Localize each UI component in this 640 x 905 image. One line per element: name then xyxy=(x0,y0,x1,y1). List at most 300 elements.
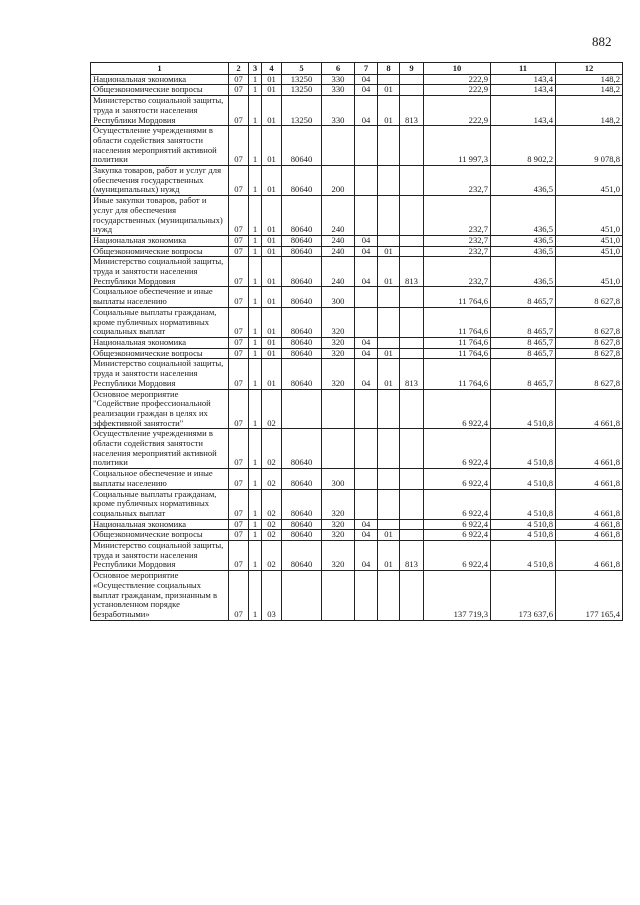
row-code-4: 01 xyxy=(262,359,282,389)
row-code-8 xyxy=(378,389,400,429)
row-code-2: 07 xyxy=(229,541,249,571)
row-amount-10: 232,7 xyxy=(424,246,491,257)
row-amount-10: 6 922,4 xyxy=(424,429,491,469)
row-amount-10: 11 764,6 xyxy=(424,307,491,337)
row-code-4: 01 xyxy=(262,246,282,257)
row-code-8 xyxy=(378,196,400,236)
row-code-4: 01 xyxy=(262,196,282,236)
col-header-12: 12 xyxy=(556,63,623,75)
row-code-7: 04 xyxy=(355,519,378,530)
row-code-6: 330 xyxy=(322,74,355,85)
row-code-7: 04 xyxy=(355,359,378,389)
row-code-5: 80640 xyxy=(282,359,322,389)
row-code-8 xyxy=(378,307,400,337)
row-amount-12: 148,2 xyxy=(556,96,623,126)
row-code-3: 1 xyxy=(249,469,262,489)
row-code-3: 1 xyxy=(249,571,262,621)
row-code-2: 07 xyxy=(229,196,249,236)
table-row xyxy=(91,348,623,359)
row-code-2: 07 xyxy=(229,166,249,196)
row-code-9 xyxy=(400,307,424,337)
row-name: Осуществление учреждениями в области содействия занятости населения мероприятий активной политики xyxy=(91,126,229,166)
row-code-3: 1 xyxy=(249,196,262,236)
row-code-9 xyxy=(400,166,424,196)
row-amount-10: 6 922,4 xyxy=(424,519,491,530)
row-code-6 xyxy=(322,571,355,621)
row-code-6: 320 xyxy=(322,530,355,541)
row-code-4: 01 xyxy=(262,96,282,126)
row-code-8 xyxy=(378,489,400,519)
budget-table xyxy=(90,62,623,621)
col-header-7: 7 xyxy=(355,63,378,75)
row-amount-12: 4 661,8 xyxy=(556,389,623,429)
row-amount-12: 451,0 xyxy=(556,246,623,257)
row-code-8 xyxy=(378,287,400,307)
row-amount-10: 11 997,3 xyxy=(424,126,491,166)
table-row xyxy=(91,96,623,126)
row-code-3: 1 xyxy=(249,429,262,469)
table-row xyxy=(91,126,623,166)
row-name: Общеэкономические вопросы xyxy=(91,85,229,96)
col-header-1: 1 xyxy=(91,63,229,75)
row-amount-11: 436,5 xyxy=(491,257,556,287)
row-amount-10: 222,9 xyxy=(424,96,491,126)
row-code-5: 80640 xyxy=(282,235,322,246)
row-name: Социальное обеспечение и иные выплаты населению xyxy=(91,469,229,489)
row-code-8 xyxy=(378,235,400,246)
row-code-7: 04 xyxy=(355,74,378,85)
row-code-2: 07 xyxy=(229,571,249,621)
row-code-3: 1 xyxy=(249,337,262,348)
row-code-5: 80640 xyxy=(282,246,322,257)
row-code-9 xyxy=(400,348,424,359)
row-code-8 xyxy=(378,519,400,530)
row-code-5 xyxy=(282,571,322,621)
row-amount-11: 4 510,8 xyxy=(491,541,556,571)
row-code-8: 01 xyxy=(378,246,400,257)
table-row xyxy=(91,85,623,96)
row-amount-11: 4 510,8 xyxy=(491,389,556,429)
row-code-8 xyxy=(378,429,400,469)
row-code-8 xyxy=(378,166,400,196)
row-code-4: 01 xyxy=(262,74,282,85)
row-code-8 xyxy=(378,337,400,348)
row-code-9 xyxy=(400,337,424,348)
table-row xyxy=(91,257,623,287)
row-code-6 xyxy=(322,429,355,469)
row-amount-12: 451,0 xyxy=(556,235,623,246)
row-code-2: 07 xyxy=(229,235,249,246)
table-row xyxy=(91,571,623,621)
row-code-7 xyxy=(355,166,378,196)
row-code-2: 07 xyxy=(229,74,249,85)
row-code-9: 813 xyxy=(400,541,424,571)
row-code-6: 320 xyxy=(322,337,355,348)
row-code-6: 320 xyxy=(322,519,355,530)
row-code-7: 04 xyxy=(355,85,378,96)
row-code-5: 80640 xyxy=(282,126,322,166)
row-code-7 xyxy=(355,287,378,307)
row-code-4: 03 xyxy=(262,571,282,621)
row-code-8 xyxy=(378,126,400,166)
row-code-4: 02 xyxy=(262,389,282,429)
row-code-3: 1 xyxy=(249,96,262,126)
row-amount-10: 11 764,6 xyxy=(424,348,491,359)
table-row xyxy=(91,287,623,307)
row-code-2: 07 xyxy=(229,257,249,287)
row-amount-10: 222,9 xyxy=(424,85,491,96)
row-code-3: 1 xyxy=(249,257,262,287)
row-code-9 xyxy=(400,489,424,519)
row-name: Национальная экономика xyxy=(91,235,229,246)
row-amount-12: 4 661,8 xyxy=(556,541,623,571)
page-number: 882 xyxy=(592,34,612,49)
row-code-2: 07 xyxy=(229,96,249,126)
row-code-4: 01 xyxy=(262,287,282,307)
row-code-5: 80640 xyxy=(282,530,322,541)
table-row xyxy=(91,359,623,389)
row-code-4: 01 xyxy=(262,257,282,287)
row-code-5: 80640 xyxy=(282,307,322,337)
row-code-3: 1 xyxy=(249,530,262,541)
row-code-9 xyxy=(400,389,424,429)
row-amount-10: 232,7 xyxy=(424,235,491,246)
row-code-4: 01 xyxy=(262,337,282,348)
row-name: Министерство социальной защиты, труда и занятости населения Республики Мордовия xyxy=(91,96,229,126)
row-amount-10: 232,7 xyxy=(424,166,491,196)
row-amount-12: 4 661,8 xyxy=(556,429,623,469)
row-code-8: 01 xyxy=(378,96,400,126)
col-header-11: 11 xyxy=(491,63,556,75)
row-code-4: 02 xyxy=(262,489,282,519)
row-amount-11: 4 510,8 xyxy=(491,519,556,530)
row-amount-11: 4 510,8 xyxy=(491,489,556,519)
row-name: Министерство социальной защиты, труда и занятости населения Республики Мордовия xyxy=(91,541,229,571)
row-code-6: 320 xyxy=(322,307,355,337)
row-code-3: 1 xyxy=(249,85,262,96)
row-code-5: 13250 xyxy=(282,85,322,96)
row-code-6: 300 xyxy=(322,469,355,489)
row-code-7: 04 xyxy=(355,246,378,257)
row-name: Национальная экономика xyxy=(91,519,229,530)
row-amount-11: 4 510,8 xyxy=(491,530,556,541)
table-row xyxy=(91,246,623,257)
row-code-9 xyxy=(400,235,424,246)
row-name: Осуществление учреждениями в области содействия занятости населения мероприятий активной политики xyxy=(91,429,229,469)
row-code-4: 02 xyxy=(262,530,282,541)
row-amount-12: 8 627,8 xyxy=(556,348,623,359)
row-code-4: 02 xyxy=(262,469,282,489)
row-code-9 xyxy=(400,246,424,257)
col-header-2: 2 xyxy=(229,63,249,75)
row-code-2: 07 xyxy=(229,337,249,348)
row-code-9: 813 xyxy=(400,257,424,287)
table-row xyxy=(91,389,623,429)
row-code-6: 240 xyxy=(322,246,355,257)
row-code-8: 01 xyxy=(378,348,400,359)
table-row xyxy=(91,166,623,196)
col-header-9: 9 xyxy=(400,63,424,75)
table-body xyxy=(91,74,623,620)
row-code-8: 01 xyxy=(378,257,400,287)
row-amount-11: 8 465,7 xyxy=(491,307,556,337)
row-code-6: 330 xyxy=(322,85,355,96)
row-amount-12: 4 661,8 xyxy=(556,489,623,519)
row-code-5: 80640 xyxy=(282,489,322,519)
row-code-8 xyxy=(378,469,400,489)
row-amount-11: 436,5 xyxy=(491,196,556,236)
row-code-3: 1 xyxy=(249,359,262,389)
row-name: Общеэкономические вопросы xyxy=(91,530,229,541)
row-amount-12: 8 627,8 xyxy=(556,307,623,337)
row-amount-12: 451,0 xyxy=(556,166,623,196)
row-code-9 xyxy=(400,126,424,166)
row-code-6: 320 xyxy=(322,348,355,359)
row-amount-12: 4 661,8 xyxy=(556,530,623,541)
row-code-6: 240 xyxy=(322,257,355,287)
row-amount-12: 8 627,8 xyxy=(556,359,623,389)
col-header-4: 4 xyxy=(262,63,282,75)
row-code-7: 04 xyxy=(355,541,378,571)
row-code-6: 320 xyxy=(322,359,355,389)
row-code-3: 1 xyxy=(249,389,262,429)
row-code-2: 07 xyxy=(229,389,249,429)
row-amount-11: 173 637,6 xyxy=(491,571,556,621)
row-code-8: 01 xyxy=(378,541,400,571)
col-header-8: 8 xyxy=(378,63,400,75)
row-code-4: 02 xyxy=(262,429,282,469)
row-code-9 xyxy=(400,429,424,469)
row-amount-12: 4 661,8 xyxy=(556,519,623,530)
col-header-6: 6 xyxy=(322,63,355,75)
row-code-3: 1 xyxy=(249,126,262,166)
row-amount-11: 143,4 xyxy=(491,74,556,85)
row-code-3: 1 xyxy=(249,489,262,519)
row-code-8 xyxy=(378,571,400,621)
row-code-8: 01 xyxy=(378,530,400,541)
row-code-2: 07 xyxy=(229,429,249,469)
row-amount-11: 4 510,8 xyxy=(491,429,556,469)
row-amount-10: 11 764,6 xyxy=(424,359,491,389)
row-code-3: 1 xyxy=(249,166,262,196)
col-header-3: 3 xyxy=(249,63,262,75)
row-amount-12: 148,2 xyxy=(556,85,623,96)
row-amount-10: 232,7 xyxy=(424,257,491,287)
row-name: Министерство социальной защиты, труда и занятости населения Республики Мордовия xyxy=(91,359,229,389)
row-amount-12: 177 165,4 xyxy=(556,571,623,621)
row-code-6 xyxy=(322,389,355,429)
row-code-3: 1 xyxy=(249,235,262,246)
row-amount-11: 4 510,8 xyxy=(491,469,556,489)
row-code-9 xyxy=(400,519,424,530)
row-code-7 xyxy=(355,469,378,489)
row-code-5: 80640 xyxy=(282,196,322,236)
row-code-6: 320 xyxy=(322,541,355,571)
row-code-3: 1 xyxy=(249,519,262,530)
row-amount-10: 6 922,4 xyxy=(424,389,491,429)
row-code-5 xyxy=(282,389,322,429)
row-code-2: 07 xyxy=(229,307,249,337)
row-code-9: 813 xyxy=(400,359,424,389)
row-code-4: 01 xyxy=(262,348,282,359)
row-code-3: 1 xyxy=(249,307,262,337)
row-name: Национальная экономика xyxy=(91,74,229,85)
row-code-2: 07 xyxy=(229,348,249,359)
row-code-6: 200 xyxy=(322,166,355,196)
row-code-5: 80640 xyxy=(282,348,322,359)
row-amount-10: 11 764,6 xyxy=(424,337,491,348)
row-code-9 xyxy=(400,469,424,489)
row-name: Социальные выплаты гражданам, кроме публичных нормативных социальных выплат xyxy=(91,307,229,337)
row-code-4: 02 xyxy=(262,519,282,530)
row-code-4: 02 xyxy=(262,541,282,571)
row-code-9 xyxy=(400,85,424,96)
table-row xyxy=(91,307,623,337)
row-code-5: 80640 xyxy=(282,257,322,287)
row-name: Иные закупки товаров, работ и услуг для обеспечения государственных (муниципальных) нужд xyxy=(91,196,229,236)
row-code-5: 80640 xyxy=(282,287,322,307)
row-code-3: 1 xyxy=(249,246,262,257)
row-code-3: 1 xyxy=(249,348,262,359)
row-code-3: 1 xyxy=(249,287,262,307)
row-code-4: 01 xyxy=(262,126,282,166)
row-code-9 xyxy=(400,571,424,621)
row-amount-10: 6 922,4 xyxy=(424,530,491,541)
row-amount-11: 143,4 xyxy=(491,85,556,96)
row-code-9: 813 xyxy=(400,96,424,126)
row-amount-11: 436,5 xyxy=(491,235,556,246)
row-amount-12: 148,2 xyxy=(556,74,623,85)
table-row xyxy=(91,469,623,489)
row-name: Закупка товаров, работ и услуг для обеспечения государственных (муниципальных) нужд xyxy=(91,166,229,196)
row-amount-11: 8 465,7 xyxy=(491,287,556,307)
row-amount-12: 9 078,8 xyxy=(556,126,623,166)
row-code-7: 04 xyxy=(355,235,378,246)
row-code-5: 80640 xyxy=(282,166,322,196)
row-code-5: 80640 xyxy=(282,337,322,348)
row-name: Министерство социальной защиты, труда и занятости населения Республики Мордовия xyxy=(91,257,229,287)
col-header-10: 10 xyxy=(424,63,491,75)
row-code-2: 07 xyxy=(229,469,249,489)
row-code-2: 07 xyxy=(229,519,249,530)
row-name: Национальная экономика xyxy=(91,337,229,348)
row-code-6 xyxy=(322,126,355,166)
row-code-4: 01 xyxy=(262,235,282,246)
row-code-5: 80640 xyxy=(282,429,322,469)
row-amount-12: 451,0 xyxy=(556,257,623,287)
row-amount-11: 8 465,7 xyxy=(491,348,556,359)
row-amount-11: 436,5 xyxy=(491,166,556,196)
row-code-6: 320 xyxy=(322,489,355,519)
table-row xyxy=(91,530,623,541)
row-amount-11: 436,5 xyxy=(491,246,556,257)
table-row xyxy=(91,196,623,236)
row-amount-11: 143,4 xyxy=(491,96,556,126)
row-amount-12: 4 661,8 xyxy=(556,469,623,489)
row-amount-12: 8 627,8 xyxy=(556,287,623,307)
row-code-7: 04 xyxy=(355,348,378,359)
row-code-7 xyxy=(355,389,378,429)
table-row xyxy=(91,337,623,348)
table-row xyxy=(91,519,623,530)
row-code-8 xyxy=(378,74,400,85)
row-code-9 xyxy=(400,530,424,541)
row-code-7: 04 xyxy=(355,530,378,541)
row-name: Общеэкономические вопросы xyxy=(91,246,229,257)
table-header-row xyxy=(91,63,623,75)
row-amount-12: 8 627,8 xyxy=(556,337,623,348)
row-code-6: 240 xyxy=(322,196,355,236)
row-name: Основное мероприятие "Содействие профессиональной реализации граждан в целях их эффективной занятости" xyxy=(91,389,229,429)
row-code-2: 07 xyxy=(229,359,249,389)
row-code-7: 04 xyxy=(355,96,378,126)
row-code-6: 240 xyxy=(322,235,355,246)
row-amount-10: 222,9 xyxy=(424,74,491,85)
row-amount-11: 8 902,2 xyxy=(491,126,556,166)
row-amount-10: 137 719,3 xyxy=(424,571,491,621)
row-code-2: 07 xyxy=(229,246,249,257)
row-name: Общеэкономические вопросы xyxy=(91,348,229,359)
row-amount-11: 8 465,7 xyxy=(491,359,556,389)
row-code-3: 1 xyxy=(249,541,262,571)
row-code-7 xyxy=(355,307,378,337)
table-row xyxy=(91,74,623,85)
row-name: Социальные выплаты гражданам, кроме публичных нормативных социальных выплат xyxy=(91,489,229,519)
table-row xyxy=(91,541,623,571)
row-code-7 xyxy=(355,126,378,166)
row-code-4: 01 xyxy=(262,166,282,196)
row-amount-11: 8 465,7 xyxy=(491,337,556,348)
row-amount-10: 6 922,4 xyxy=(424,541,491,571)
row-code-7 xyxy=(355,196,378,236)
row-code-5: 80640 xyxy=(282,519,322,530)
row-code-7: 04 xyxy=(355,337,378,348)
row-code-2: 07 xyxy=(229,489,249,519)
row-amount-10: 6 922,4 xyxy=(424,469,491,489)
table-row xyxy=(91,235,623,246)
row-code-9 xyxy=(400,287,424,307)
row-amount-10: 11 764,6 xyxy=(424,287,491,307)
row-code-9 xyxy=(400,74,424,85)
row-code-7: 04 xyxy=(355,257,378,287)
table-row xyxy=(91,489,623,519)
row-code-2: 07 xyxy=(229,126,249,166)
row-name: Социальное обеспечение и иные выплаты населению xyxy=(91,287,229,307)
row-amount-12: 451,0 xyxy=(556,196,623,236)
row-code-2: 07 xyxy=(229,287,249,307)
row-code-4: 01 xyxy=(262,85,282,96)
row-code-6: 330 xyxy=(322,96,355,126)
row-code-5: 80640 xyxy=(282,469,322,489)
row-code-7 xyxy=(355,429,378,469)
row-code-7 xyxy=(355,571,378,621)
col-header-5: 5 xyxy=(282,63,322,75)
row-name: Основное мероприятие «Осуществление социальных выплат гражданам, признанным в установленном порядке безработными» xyxy=(91,571,229,621)
row-code-2: 07 xyxy=(229,530,249,541)
row-amount-10: 6 922,4 xyxy=(424,489,491,519)
row-amount-10: 232,7 xyxy=(424,196,491,236)
row-code-3: 1 xyxy=(249,74,262,85)
table-row xyxy=(91,429,623,469)
row-code-5: 80640 xyxy=(282,541,322,571)
row-code-8: 01 xyxy=(378,85,400,96)
row-code-4: 01 xyxy=(262,307,282,337)
row-code-2: 07 xyxy=(229,85,249,96)
row-code-8: 01 xyxy=(378,359,400,389)
row-code-6: 300 xyxy=(322,287,355,307)
row-code-7 xyxy=(355,489,378,519)
row-code-5: 13250 xyxy=(282,74,322,85)
